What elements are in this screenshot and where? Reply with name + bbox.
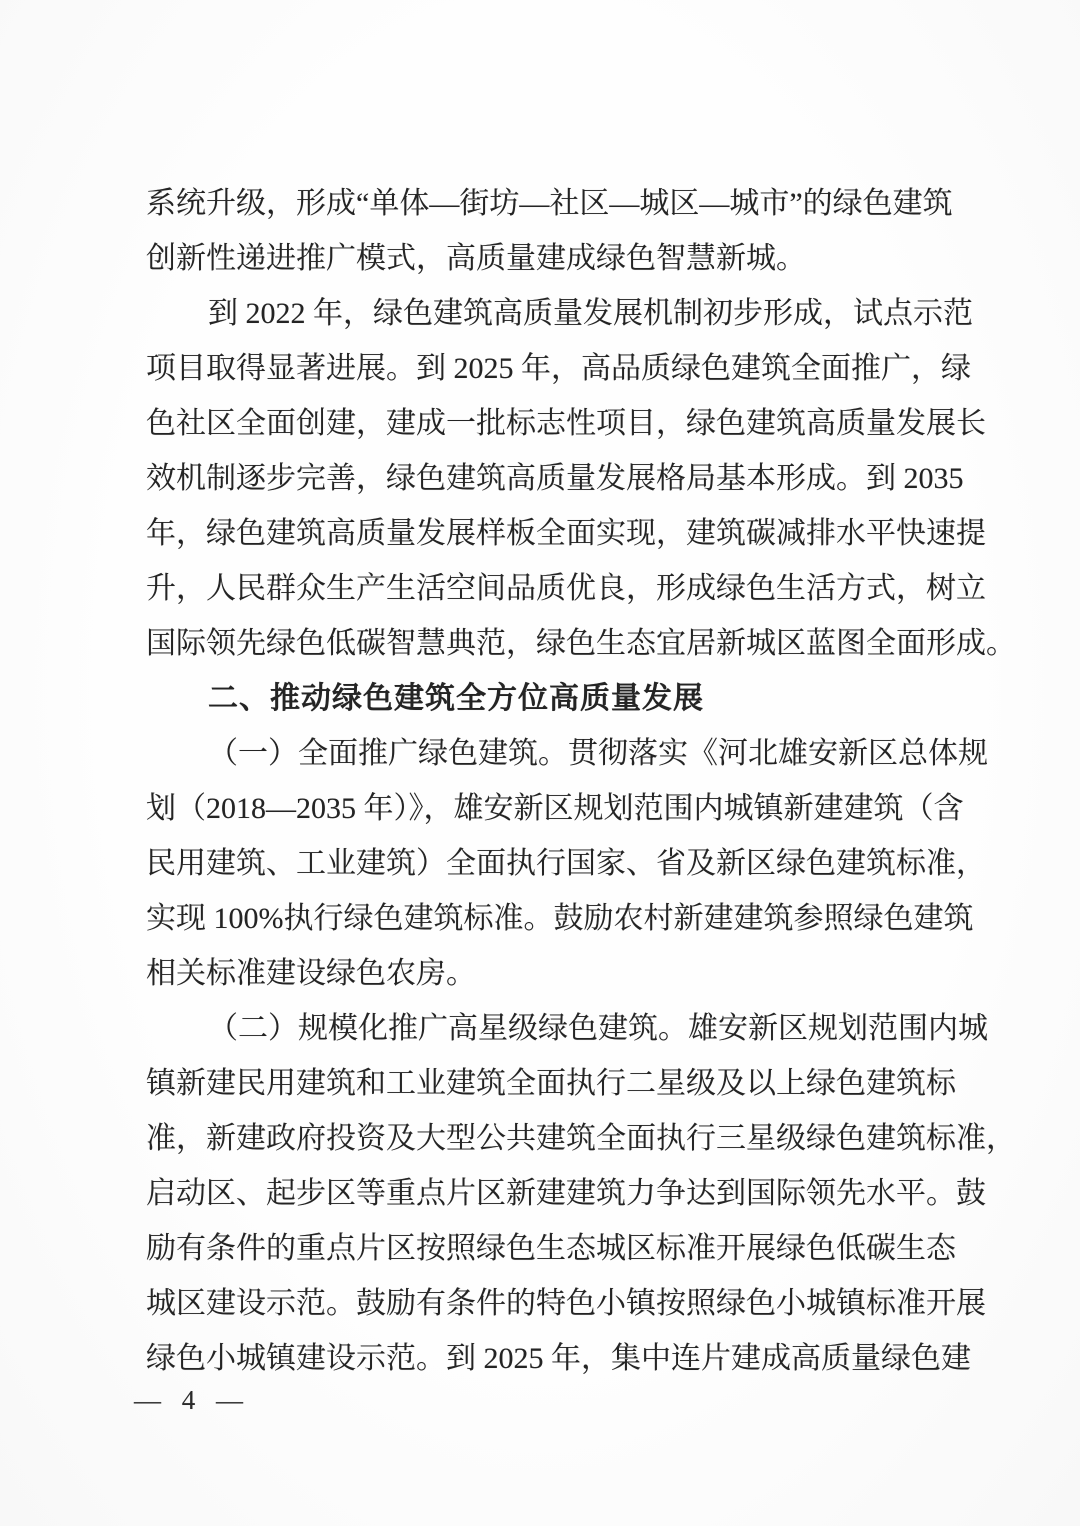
- doc-line: 镇新建民用建筑和工业建筑全面执行二星级及以上绿色建筑标: [146, 1067, 956, 1100]
- doc-line: 城区建设示范。鼓励有条件的特色小镇按照绿色小城镇标准开展: [146, 1287, 986, 1320]
- doc-line: 到 2022 年，绿色建筑高质量发展机制初步形成，试点示范: [208, 297, 973, 330]
- doc-line: 系统升级，形成“单体—街坊—社区—城区—城市”的绿色建筑: [146, 187, 953, 220]
- doc-line: （一）全面推广绿色建筑。贯彻落实《河北雄安新区总体规: [208, 737, 988, 770]
- document-body: [146, 176, 1016, 1386]
- doc-line: 民用建筑、工业建筑）全面执行国家、省及新区绿色建筑标准，: [146, 847, 986, 880]
- doc-line: 色社区全面创建，建成一批标志性项目，绿色建筑高质量发展长: [146, 407, 986, 440]
- doc-line: 年，绿色建筑高质量发展样板全面实现，建筑碳减排水平快速提: [146, 517, 986, 550]
- doc-line: 实现 100%执行绿色建筑标准。鼓励农村新建建筑参照绿色建筑: [146, 902, 974, 935]
- doc-line: 升，人民群众生产生活空间品质优良，形成绿色生活方式，树立: [146, 572, 986, 605]
- doc-line: 国际领先绿色低碳智慧典范，绿色生态宜居新城区蓝图全面形成。: [146, 627, 1016, 660]
- doc-line: 创新性递进推广模式，高质量建成绿色智慧新城。: [146, 242, 806, 275]
- section-heading: 二、推动绿色建筑全方位高质量发展: [208, 682, 704, 715]
- doc-line: 准，新建政府投资及大型公共建筑全面执行三星级绿色建筑标准，: [146, 1122, 1016, 1155]
- doc-line: 启动区、起步区等重点片区新建建筑力争达到国际领先水平。鼓: [146, 1177, 986, 1210]
- doc-line: （二）规模化推广高星级绿色建筑。雄安新区规划范围内城: [208, 1012, 988, 1045]
- doc-line: 效机制逐步完善，绿色建筑高质量发展格局基本形成。到 2035: [146, 462, 964, 495]
- page-number: — 4 —: [134, 1385, 250, 1415]
- doc-line: 相关标准建设绿色农房。: [146, 957, 476, 990]
- doc-line: 励有条件的重点片区按照绿色生态城区标准开展绿色低碳生态: [146, 1232, 956, 1265]
- doc-line: 绿色小城镇建设示范。到 2025 年，集中连片建成高质量绿色建: [146, 1342, 971, 1375]
- doc-line: 项目取得显著进展。到 2025 年，高品质绿色建筑全面推广，绿: [146, 352, 971, 385]
- doc-line: 划（2018—2035 年）》，雄安新区规划范围内城镇新建建筑（含: [146, 792, 964, 825]
